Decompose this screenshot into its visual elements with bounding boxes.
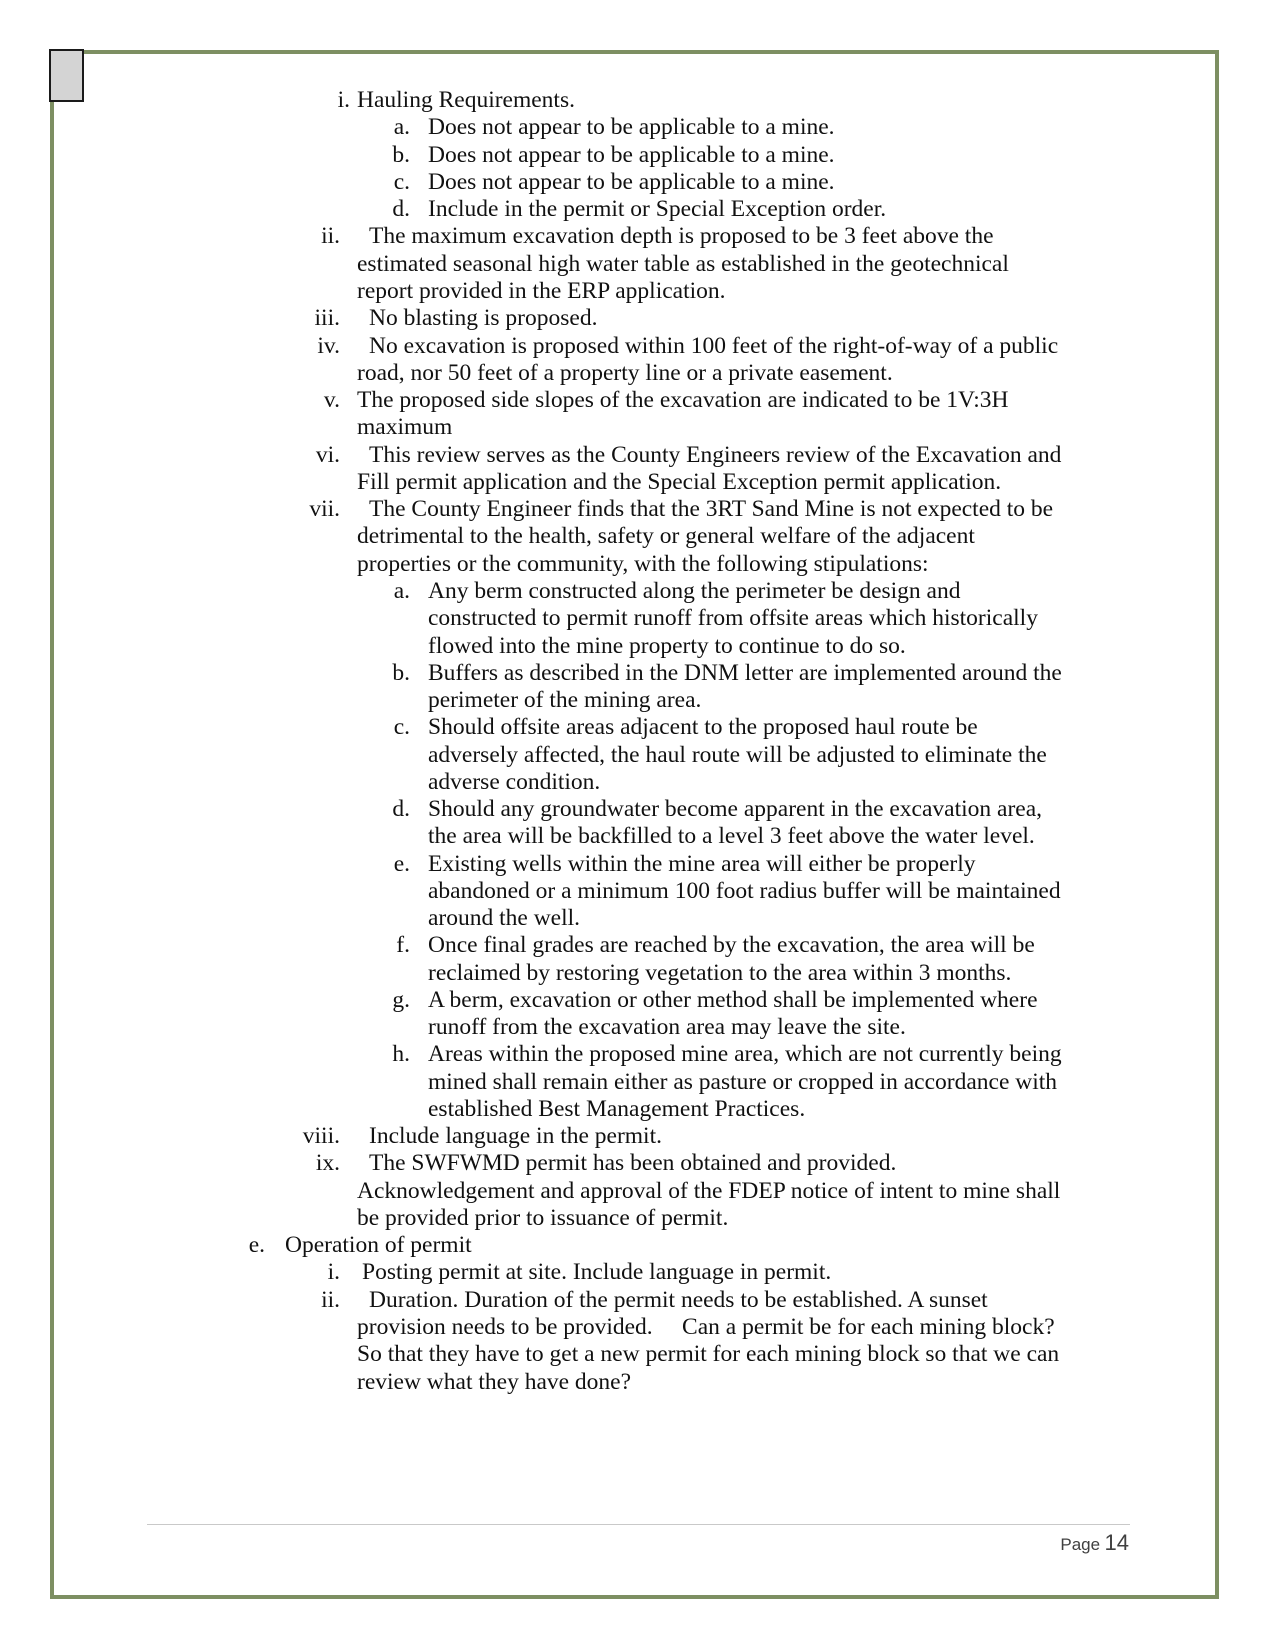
item-marker: d. <box>392 196 410 222</box>
item-text: This review serves as the County Engineers review of the Excavation and <box>369 442 1062 468</box>
item-text: provision needs to be provided. Can a permit be for each mining block? <box>357 1314 1055 1340</box>
item-marker: vii. <box>309 496 340 522</box>
item-marker: d. <box>392 796 410 822</box>
item-text: Duration. Duration of the permit needs to be established. A sunset <box>369 1287 988 1313</box>
item-text: So that they have to get a new permit for each mining block so that we can <box>357 1341 1060 1367</box>
item-text: adversely affected, the haul route will be adjusted to eliminate the <box>428 742 1047 768</box>
item-text: The maximum excavation depth is proposed to be 3 feet above the <box>369 223 994 249</box>
item-marker: i. <box>327 1259 340 1285</box>
item-text: The SWFWMD permit has been obtained and provided. <box>369 1150 897 1176</box>
item-text: Areas within the proposed mine area, which are not currently being <box>428 1041 1062 1067</box>
item-text: A berm, excavation or other method shall be implemented where <box>428 987 1038 1013</box>
item-marker: iv. <box>317 333 340 359</box>
page-number-value: 14 <box>1104 1530 1129 1555</box>
item-text: No blasting is proposed. <box>369 305 598 331</box>
item-text: Once final grades are reached by the excavation, the area will be <box>428 932 1035 958</box>
item-marker: c. <box>393 169 410 195</box>
item-text: Include language in the permit. <box>369 1123 662 1149</box>
item-text: Existing wells within the mine area will either be properly <box>428 851 976 877</box>
item-text: perimeter of the mining area. <box>428 687 702 713</box>
page-number <box>1060 1530 1129 1556</box>
item-marker: h. <box>392 1041 410 1067</box>
corner-box <box>49 49 84 102</box>
page-label: Page <box>1060 1535 1101 1554</box>
item-text: Should any groundwater become apparent in the excavation area, <box>428 796 1043 822</box>
item-text: Should offsite areas adjacent to the proposed haul route be <box>428 714 978 740</box>
item-text: detrimental to the health, safety or general welfare of the adjacent <box>357 523 975 549</box>
item-marker: b. <box>392 142 410 168</box>
item-text: road, nor 50 feet of a property line or a private easement. <box>357 360 893 386</box>
item-text: mined shall remain either as pasture or cropped in accordance with <box>428 1069 1058 1095</box>
item-text: report provided in the ERP application. <box>357 278 726 304</box>
item-text: Operation of permit <box>285 1232 472 1258</box>
item-text: Any berm constructed along the perimeter be design and <box>428 578 961 604</box>
item-text: adverse condition. <box>428 769 601 795</box>
item-marker: e. <box>393 851 410 877</box>
item-text: be provided prior to issuance of permit. <box>357 1205 729 1231</box>
item-marker: e. <box>248 1232 265 1258</box>
item-text: No excavation is proposed within 100 feet of the right-of-way of a public <box>369 333 1059 359</box>
item-marker: ii. <box>321 223 340 249</box>
item-marker: a. <box>393 114 410 140</box>
item-marker: vi. <box>315 442 340 468</box>
item-marker: c. <box>393 714 410 740</box>
item-text: estimated seasonal high water table as established in the geotechnical <box>357 251 1009 277</box>
item-marker: ii. <box>321 1287 340 1313</box>
item-text: constructed to permit runoff from offsite areas which historically <box>428 605 1038 631</box>
item-text: The County Engineer finds that the 3RT Sand Mine is not expected to be <box>369 496 1054 522</box>
item-text: properties or the community, with the following stipulations: <box>357 551 929 577</box>
item-marker: v. <box>323 387 340 413</box>
item-text: Buffers as described in the DNM letter are implemented around the <box>428 660 1062 686</box>
item-text: Does not appear to be applicable to a mine. <box>428 142 835 168</box>
item-text: runoff from the excavation area may leave the site. <box>428 1014 906 1040</box>
item-text: Hauling Requirements. <box>357 87 575 113</box>
item-marker: f. <box>396 932 410 958</box>
item-marker: b. <box>392 660 410 686</box>
item-marker: viii. <box>302 1123 340 1149</box>
item-text: Does not appear to be applicable to a mine. <box>428 114 835 140</box>
footer-rule <box>147 1524 1130 1525</box>
item-marker: ix. <box>315 1150 340 1176</box>
item-text: the area will be backfilled to a level 3 feet above the water level. <box>428 823 1035 849</box>
item-marker: g. <box>392 987 410 1013</box>
item-text: Fill permit application and the Special Exception permit application. <box>357 469 1002 495</box>
item-text: flowed into the mine property to continue to do so. <box>428 633 906 659</box>
item-text: Acknowledgement and approval of the FDEP notice of intent to mine shall <box>357 1178 1061 1204</box>
item-text: Does not appear to be applicable to a mine. <box>428 169 835 195</box>
item-text: Posting permit at site. Include language in permit. <box>362 1259 832 1285</box>
item-text: established Best Management Practices. <box>428 1096 806 1122</box>
item-text: abandoned or a minimum 100 foot radius buffer will be maintained <box>428 878 1061 904</box>
item-text: review what they have done? <box>357 1369 632 1395</box>
item-marker: i. <box>337 87 350 113</box>
item-text: maximum <box>357 414 453 440</box>
item-marker: a. <box>393 578 410 604</box>
item-text: The proposed side slopes of the excavation are indicated to be 1V:3H <box>357 387 1009 413</box>
item-text: reclaimed by restoring vegetation to the area within 3 months. <box>428 960 1012 986</box>
item-text: around the well. <box>428 905 581 931</box>
item-marker: iii. <box>314 305 340 331</box>
item-text: Include in the permit or Special Exception order. <box>428 196 887 222</box>
